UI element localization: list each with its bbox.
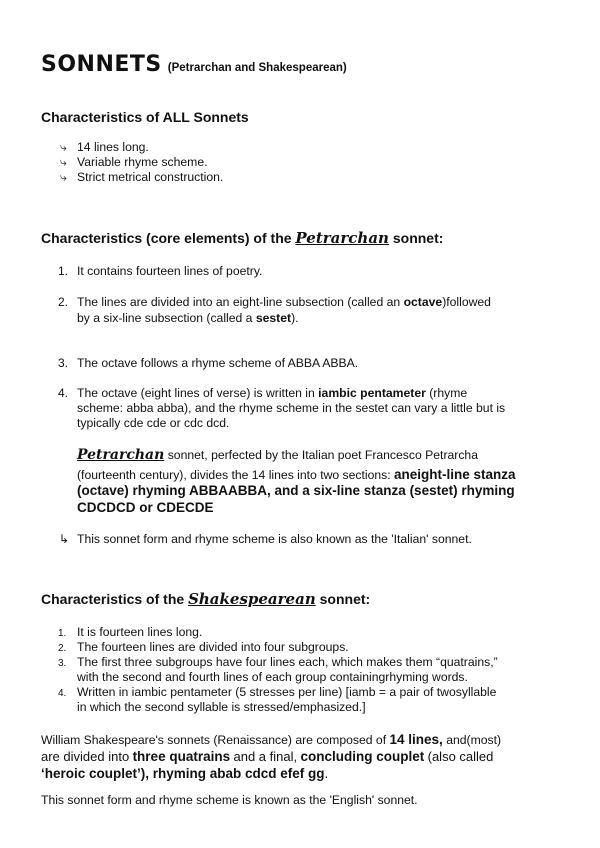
- text-run: William Shakespeare's sonnets (Renaissance) are composed of: [41, 733, 387, 747]
- list-number: 3.: [58, 356, 69, 370]
- sestet-term: sestet: [255, 311, 292, 325]
- list-number: 2.: [58, 295, 69, 309]
- all-item-1: 14 lines long.: [77, 140, 149, 154]
- text-run: The octave (eight lines of verse) is written in: [77, 386, 315, 400]
- text-run: The lines are divided into an eight-line subsection (called an: [77, 295, 401, 309]
- curved-arrow-icon: ⤷: [60, 140, 67, 154]
- text-run-bold: ‘heroic couplet’), rhyming abab cdcd efef gg: [41, 766, 325, 781]
- text-run-bold: (octave) rhyming ABBAABBA, and a six-line stanza (sestet) rhyming: [77, 483, 515, 498]
- shakespearean-heading-post: sonnet:: [319, 591, 371, 607]
- page-title: [41, 52, 347, 81]
- petrarchan-heading-post: sonnet:: [392, 230, 444, 246]
- text-run: (also called: [427, 749, 494, 764]
- text-run-bold: aneight-line stanza: [394, 467, 516, 482]
- text-run: .: [324, 766, 329, 781]
- list-number: 4.: [58, 386, 69, 400]
- text-run: and(most): [446, 733, 502, 747]
- petrarchan-para-line-3: [77, 482, 515, 500]
- list-number: 1.: [58, 628, 67, 639]
- shakespeare-para-line-3: [41, 765, 328, 783]
- petrarchan-item-4-line-1: [77, 386, 467, 401]
- petrarchan-item-2-line-2: [77, 311, 299, 326]
- text-run: are divided into: [41, 749, 130, 764]
- shakespearean-heading: [41, 590, 370, 608]
- all-sonnets-heading: Characteristics of ALL Sonnets: [41, 109, 249, 125]
- title-main: SONNETS: [41, 52, 162, 77]
- list-number: 4.: [58, 688, 67, 699]
- list-number: 1.: [58, 264, 69, 278]
- shakespearean-item-2: The fourteen lines are divided into four subgroups.: [77, 640, 349, 654]
- petrarchan-name: Petrarchan: [77, 447, 165, 463]
- curved-arrow-icon: ⤷: [60, 170, 67, 184]
- all-item-2: Variable rhyme scheme.: [77, 155, 208, 169]
- petrarchan-para-line-1: [77, 446, 478, 464]
- curved-arrow-icon: ⤷: [60, 155, 67, 169]
- shakespearean-item-3-line-2: with the second and fourth lines of each group containingrhyming words.: [77, 670, 468, 684]
- shakespearean-item-3-line-1: The first three subgroups have four lines each, which makes them “quatrains,”: [77, 655, 498, 669]
- shakespearean-heading-name: Shakespearean: [188, 590, 316, 608]
- petrarchan-heading-pre: Characteristics (core elements) of the: [41, 230, 292, 246]
- iambic-term: iambic pentameter: [318, 386, 426, 400]
- text-run: sonnet, perfected by the Italian poet Francesco Petrarcha: [167, 448, 478, 462]
- shakespearean-item-1: It is fourteen lines long.: [77, 625, 203, 639]
- shakespeare-para-line-2: [41, 748, 493, 766]
- text-run: (rhyme: [429, 386, 468, 400]
- petrarchan-heading-name: Petrarchan: [295, 229, 389, 247]
- shakespearean-heading-pre: Characteristics of the: [41, 591, 185, 607]
- petrarchan-heading: [41, 229, 443, 247]
- italian-note: This sonnet form and rhyme scheme is also known as the 'Italian' sonnet.: [77, 532, 472, 546]
- petrarchan-item-2-line-1: [77, 295, 491, 310]
- shakespearean-item-4-line-1: Written in iambic pentameter (5 stresses per line) [iamb = a pair of twosyllable: [77, 685, 497, 699]
- petrarchan-item-4-line-2: scheme: abba abba), and the rhyme scheme in the sestet can vary a little but is: [77, 401, 506, 415]
- english-note: This sonnet form and rhyme scheme is known as the 'English' sonnet.: [41, 793, 418, 807]
- petrarchan-item-4-line-3: typically cde cde or cdc dcd.: [77, 416, 230, 430]
- list-number: 2.: [58, 643, 67, 654]
- text-run: ).: [291, 311, 299, 325]
- shakespearean-item-4-line-2: in which the second syllable is stressed/emphasized.]: [77, 700, 366, 714]
- return-arrow-icon: ↳: [59, 532, 70, 546]
- text-run-bold: CDCDCD or CDECDE: [77, 500, 214, 515]
- text-run: and a final,: [233, 749, 298, 764]
- text-run: by a six-line subsection (called a: [77, 311, 253, 325]
- text-run-bold: concluding couplet: [300, 749, 425, 764]
- text-run-bold: 14 lines,: [389, 732, 443, 747]
- text-run-bold: three quatrains: [132, 749, 231, 764]
- list-number: 3.: [58, 658, 67, 669]
- text-run: )followed: [442, 295, 491, 309]
- shakespeare-para-line-1: [41, 731, 501, 749]
- text-run: (fourteenth century), divides the 14 lines into two sections:: [77, 468, 391, 482]
- all-item-3: Strict metrical construction.: [77, 170, 224, 184]
- petrarchan-para-line-4: [77, 499, 214, 517]
- title-subtitle: (Petrarchan and Shakespearean): [167, 62, 347, 74]
- petrarchan-item-3: The octave follows a rhyme scheme of ABBA ABBA.: [77, 356, 359, 370]
- octave-term: octave: [403, 295, 443, 309]
- petrarchan-item-1: It contains fourteen lines of poetry.: [77, 264, 263, 278]
